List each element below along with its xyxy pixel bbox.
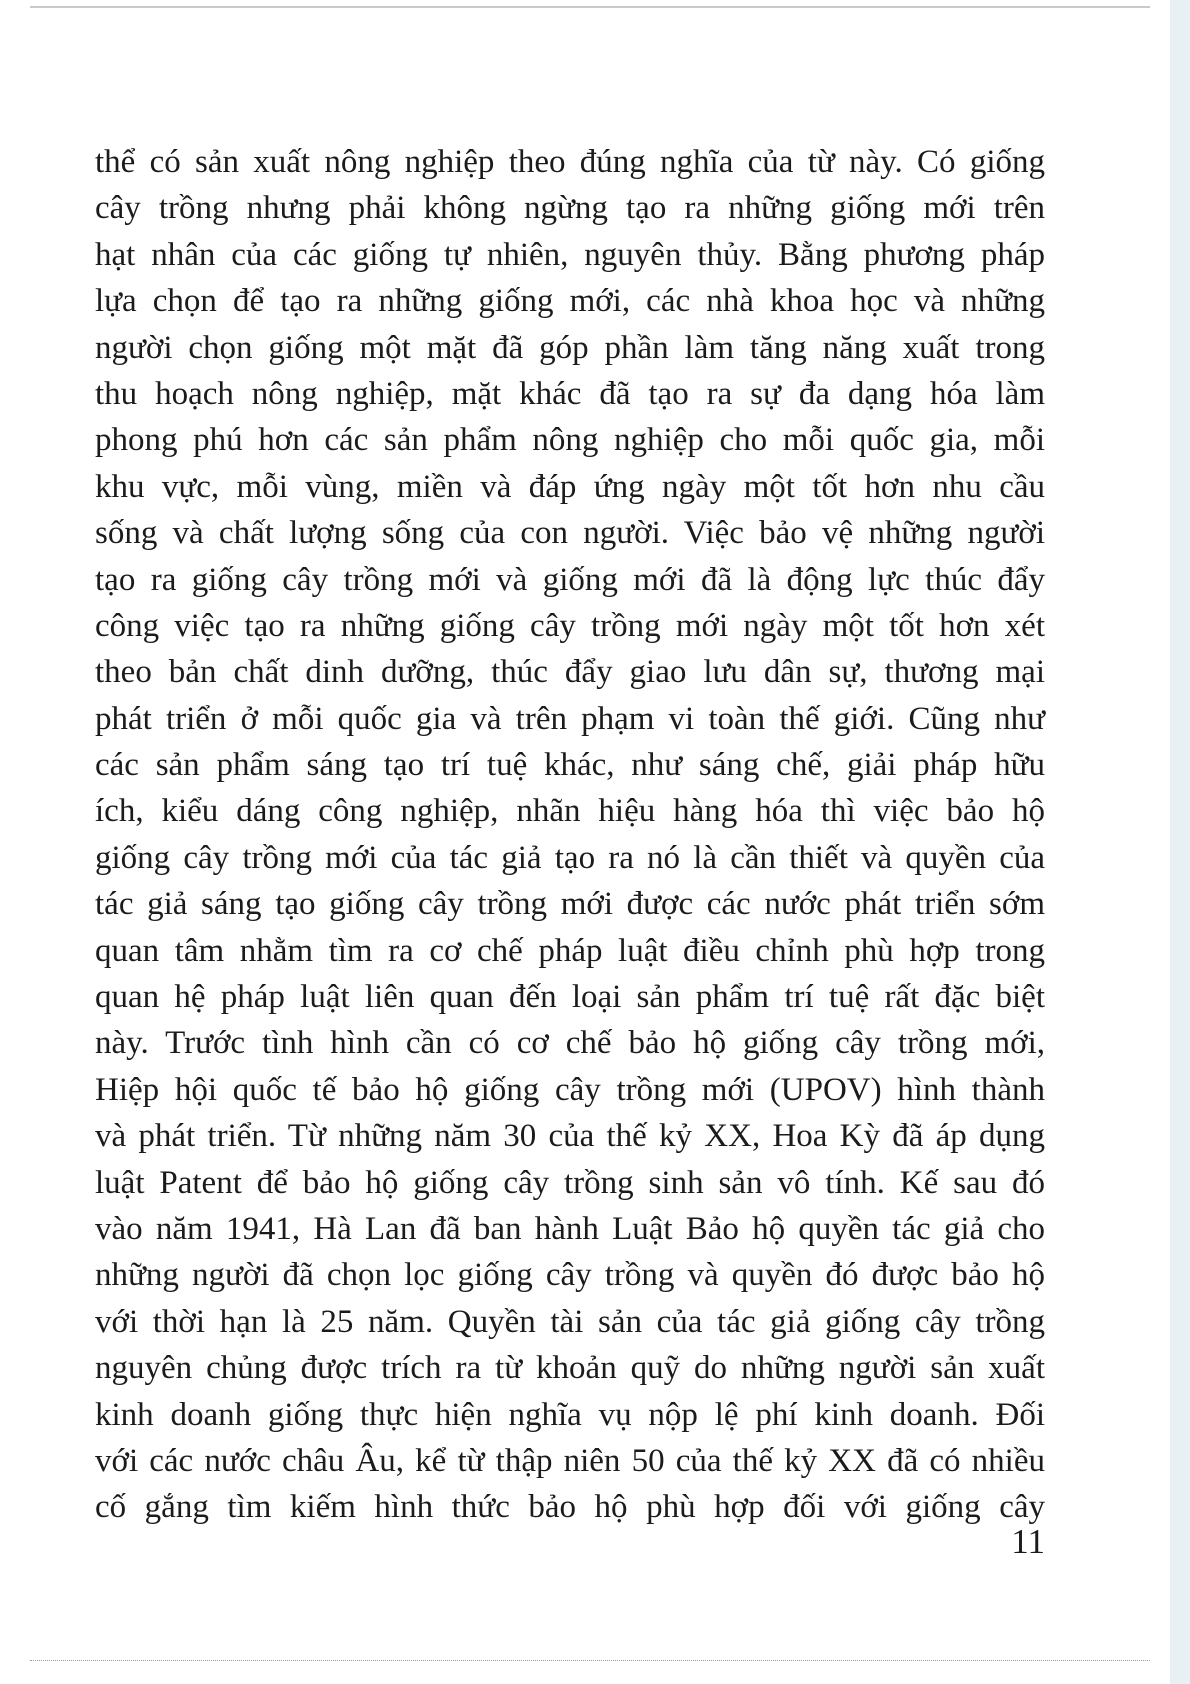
text-line: giống cây trồng mới của tác giả tạo ra nó là cần thiết và quyền của (95, 839, 1045, 876)
text-line: hạt nhân của các giống tự nhiên, nguyên thủy. Bằng phương pháp (95, 236, 1045, 273)
text-line: công việc tạo ra những giống cây trồng mới ngày một tốt hơn xét (95, 607, 1045, 644)
text-line: phát triển ở mỗi quốc gia và trên phạm vi toàn thế giới. Cũng như (95, 700, 1045, 737)
text-line: với các nước châu Âu, kể từ thập niên 50 của thế kỷ XX đã có nhiều (95, 1442, 1045, 1479)
text-line: những người đã chọn lọc giống cây trồng và quyền đó được bảo hộ (95, 1257, 1045, 1294)
top-border-line (30, 6, 1150, 8)
text-line: tác giả sáng tạo giống cây trồng mới được các nước phát triển sớm (95, 886, 1045, 923)
text-line: ích, kiểu dáng công nghiệp, nhãn hiệu hàng hóa thì việc bảo hộ (95, 793, 1045, 830)
text-line: luật Patent để bảo hộ giống cây trồng sinh sản vô tính. Kế sau đó (95, 1164, 1045, 1201)
text-line: quan hệ pháp luật liên quan đến loại sản phẩm trí tuệ rất đặc biệt (95, 979, 1045, 1016)
text-line: lựa chọn để tạo ra những giống mới, các nhà khoa học và những (95, 283, 1045, 320)
text-line: người chọn giống một mặt đã góp phần làm tăng năng xuất trong (95, 329, 1045, 366)
text-line: với thời hạn là 25 năm. Quyền tài sản của tác giả giống cây trồng (95, 1303, 1045, 1340)
text-line: cố gắng tìm kiếm hình thức bảo hộ phù hợp đối với giống cây (95, 1489, 1045, 1526)
text-line: và phát triển. Từ những năm 30 của thế kỷ XX, Hoa Kỳ đã áp dụng (95, 1118, 1045, 1155)
text-line: theo bản chất dinh dưỡng, thúc đẩy giao lưu dân sự, thương mại (95, 654, 1045, 691)
text-line: kinh doanh giống thực hiện nghĩa vụ nộp lệ phí kinh doanh. Đối (95, 1396, 1045, 1433)
text-line: các sản phẩm sáng tạo trí tuệ khác, như sáng chế, giải pháp hữu (95, 747, 1045, 784)
text-line: này. Trước tình hình cần có cơ chế bảo hộ giống cây trồng mới, (95, 1025, 1045, 1062)
text-line: thu hoạch nông nghiệp, mặt khác đã tạo ra sự đa dạng hóa làm (95, 375, 1045, 412)
text-line: quan tâm nhằm tìm ra cơ chế pháp luật điều chỉnh phù hợp trong (95, 932, 1045, 969)
text-line: tạo ra giống cây trồng mới và giống mới đã là động lực thúc đẩy (95, 561, 1045, 598)
text-line: cây trồng nhưng phải không ngừng tạo ra những giống mới trên (95, 190, 1045, 227)
text-line: nguyên chủng được trích ra từ khoản quỹ do những người sản xuất (95, 1350, 1045, 1387)
text-line: thể có sản xuất nông nghiệp theo đúng nghĩa của từ này. Có giống (95, 144, 1045, 180)
text-line: Hiệp hội quốc tế bảo hộ giống cây trồng mới (UPOV) hình thành (95, 1071, 1045, 1108)
page-margin-edge (1170, 0, 1190, 1684)
text-line: sống và chất lượng sống của con người. Việc bảo vệ những người (95, 515, 1045, 552)
page-number: 11 (1011, 1522, 1045, 1561)
bottom-scan-edge (30, 1660, 1150, 1662)
body-paragraph (95, 139, 1045, 1531)
text-line: vào năm 1941, Hà Lan đã ban hành Luật Bảo hộ quyền tác giả cho (95, 1210, 1045, 1247)
text-line: khu vực, mỗi vùng, miền và đáp ứng ngày một tốt hơn nhu cầu (95, 468, 1045, 505)
text-line: phong phú hơn các sản phẩm nông nghiệp cho mỗi quốc gia, mỗi (95, 422, 1045, 459)
